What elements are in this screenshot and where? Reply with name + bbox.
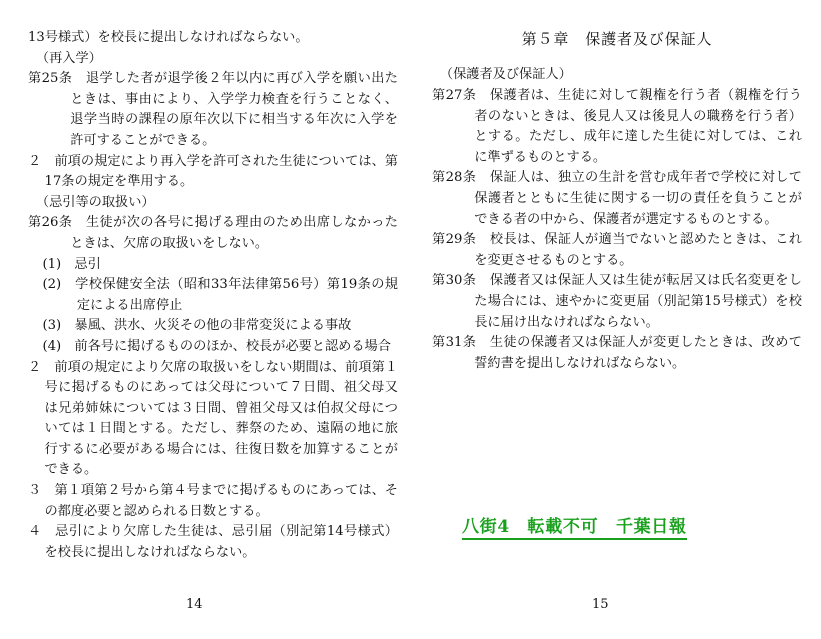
left-column (28, 28, 398, 563)
article-31: 第31条 生徒の保護者又は保証人が変更したときは、改めて誓約書を提出しなければならない。 (432, 335, 802, 371)
section-heading-bereavement: （忌引等の取扱い） (35, 194, 155, 210)
article-26-item-1: (1) 忌引 (42, 256, 101, 272)
article-26-clause-3: ３ 第１項第２号から第４号までに掲げるものにあっては、その都度必要と認められる日数とする。 (28, 483, 398, 519)
article-26-item-4: (4) 前各号に掲げるもののほか、校長が必要と認める場合 (42, 338, 391, 354)
article-28: 第28条 保証人は、独立の生計を営む成年者で学校に対して保護者とともに生徒に関する一切の責任を負うことができる者の中から、保護者が選定するものとする。 (432, 170, 802, 227)
chapter-title: 第５章 保護者及び保証人 (521, 30, 713, 48)
article-29: 第29条 校長は、保証人が適当でないと認めたときは、これを変更させるものとする。 (432, 232, 802, 268)
page-number-right: 15 (592, 597, 609, 612)
article-27: 第27条 保護者は、生徒に対して親権を行う者（親権を行う者のないときは、後見人又は後見人の職務を行う者）とする。ただし、成年に達した生徒に対しては、これに準ずるものとする。 (432, 87, 802, 165)
article-26-item-3: (3) 暴風、洪水、火災その他の非常変災による事故 (42, 318, 352, 334)
paragraph-continuation: 13号様式）を校長に提出しなければならない。 (28, 30, 309, 45)
article-26: 第26条 生徒が次の各号に掲げる理由のため出席しなかったときは、欠席の取扱いをしない。 (28, 215, 398, 251)
right-column (432, 28, 802, 374)
article-25-clause-2: ２ 前項の規定により再入学を許可された生徒については、第17条の規定を準用する。 (28, 153, 398, 190)
article-26-item-2: (2) 学校保健安全法（昭和33年法律第56号）第19条の規定による出席停止 (42, 277, 398, 313)
section-heading-reentry: （再入学） (35, 50, 102, 66)
article-30: 第30条 保護者又は保証人又は生徒が転居又は氏名変更をした場合には、速やかに変更届（別記第15号様式）を校長に届け出なければならない。 (432, 273, 802, 330)
page-number-left: 14 (186, 597, 203, 612)
watermark-stamp: 八街4 転載不可 千葉日報 (462, 512, 687, 540)
article-25: 第25条 退学した者が退学後２年以内に再び入学を願い出たときは、事由により、入学学力検査を行うことなく、退学当時の課程の原年次以下に相当する年次に入学を許可することができる。 (28, 71, 398, 148)
article-26-clause-4: ４ 忌引により欠席した生徒は、忌引届（別記第14号様式）を校長に提出しなければならない。 (28, 524, 398, 560)
article-26-clause-2: ２ 前項の規定により欠席の取扱いをしない期間は、前項第１号に掲げるものにあっては父母について７日間、祖父母又は兄弟姉妹については３日間、曾祖父母又は伯叔父母については１日間とする。ただし、葬祭のため、遠隔の地に旅行するに必要がある場合には、往復日数を加算することができる。 (28, 359, 398, 478)
section-heading-guardian: （保護者及び保証人） (439, 67, 572, 83)
